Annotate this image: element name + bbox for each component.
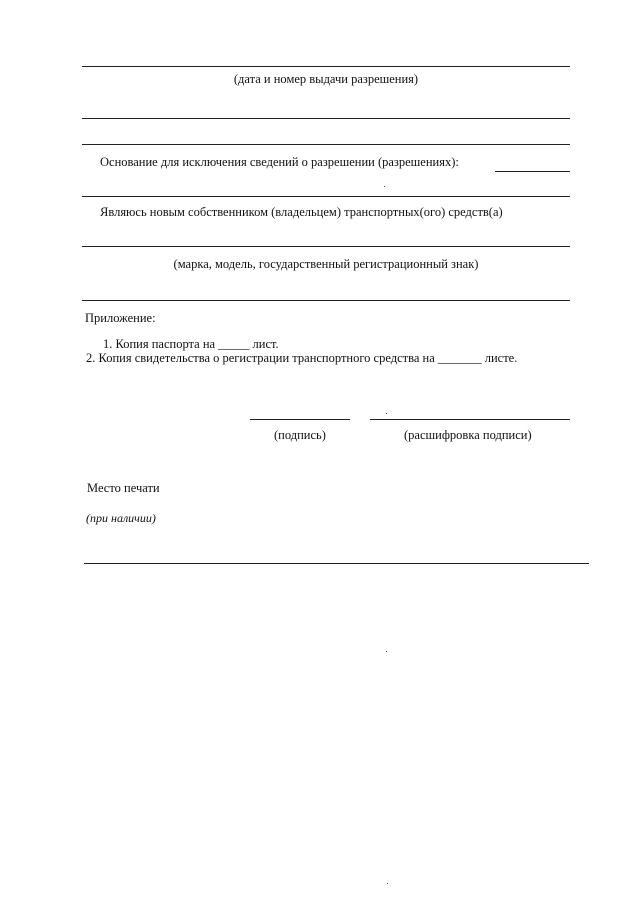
scan-speck: [386, 413, 387, 414]
blank-line: [82, 300, 570, 301]
stamp-place-label: Место печати: [87, 481, 160, 495]
attachment-item: 2. Копия свидетельства о регистрации транспортного средства на _______ листе.: [86, 351, 518, 365]
signature-line: [250, 419, 350, 420]
attachment-item: 1. Копия паспорта на _____ лист.: [103, 337, 279, 351]
blank-line: [82, 118, 570, 119]
signature-decryption-caption: (расшифровка подписи): [404, 428, 532, 442]
blank-line: [82, 144, 570, 145]
permit-date-number-caption: (дата и номер выдачи разрешения): [233, 72, 419, 86]
signature-caption: (подпись): [274, 428, 326, 442]
new-owner-statement: Являюсь новым собственником (владельцем) транспортных(ого) средств(а): [100, 205, 503, 219]
vehicle-info-caption: (марка, модель, государственный регистрационный знак): [173, 257, 479, 271]
blank-line: [82, 196, 570, 197]
scan-speck: [384, 186, 385, 187]
scan-speck: [386, 651, 387, 652]
stamp-place-note: (при наличии): [86, 511, 156, 525]
exclusion-basis-label: Основание для исключения сведений о разрешении (разрешениях):: [100, 155, 459, 169]
attachment-heading: Приложение:: [85, 311, 156, 325]
permit-date-number-line: [82, 66, 570, 67]
signature-decryption-line: [370, 419, 570, 420]
bottom-rule: [84, 563, 589, 564]
exclusion-basis-fill-line: [495, 171, 570, 172]
scan-speck: [387, 883, 388, 884]
vehicle-info-line: [82, 246, 570, 247]
